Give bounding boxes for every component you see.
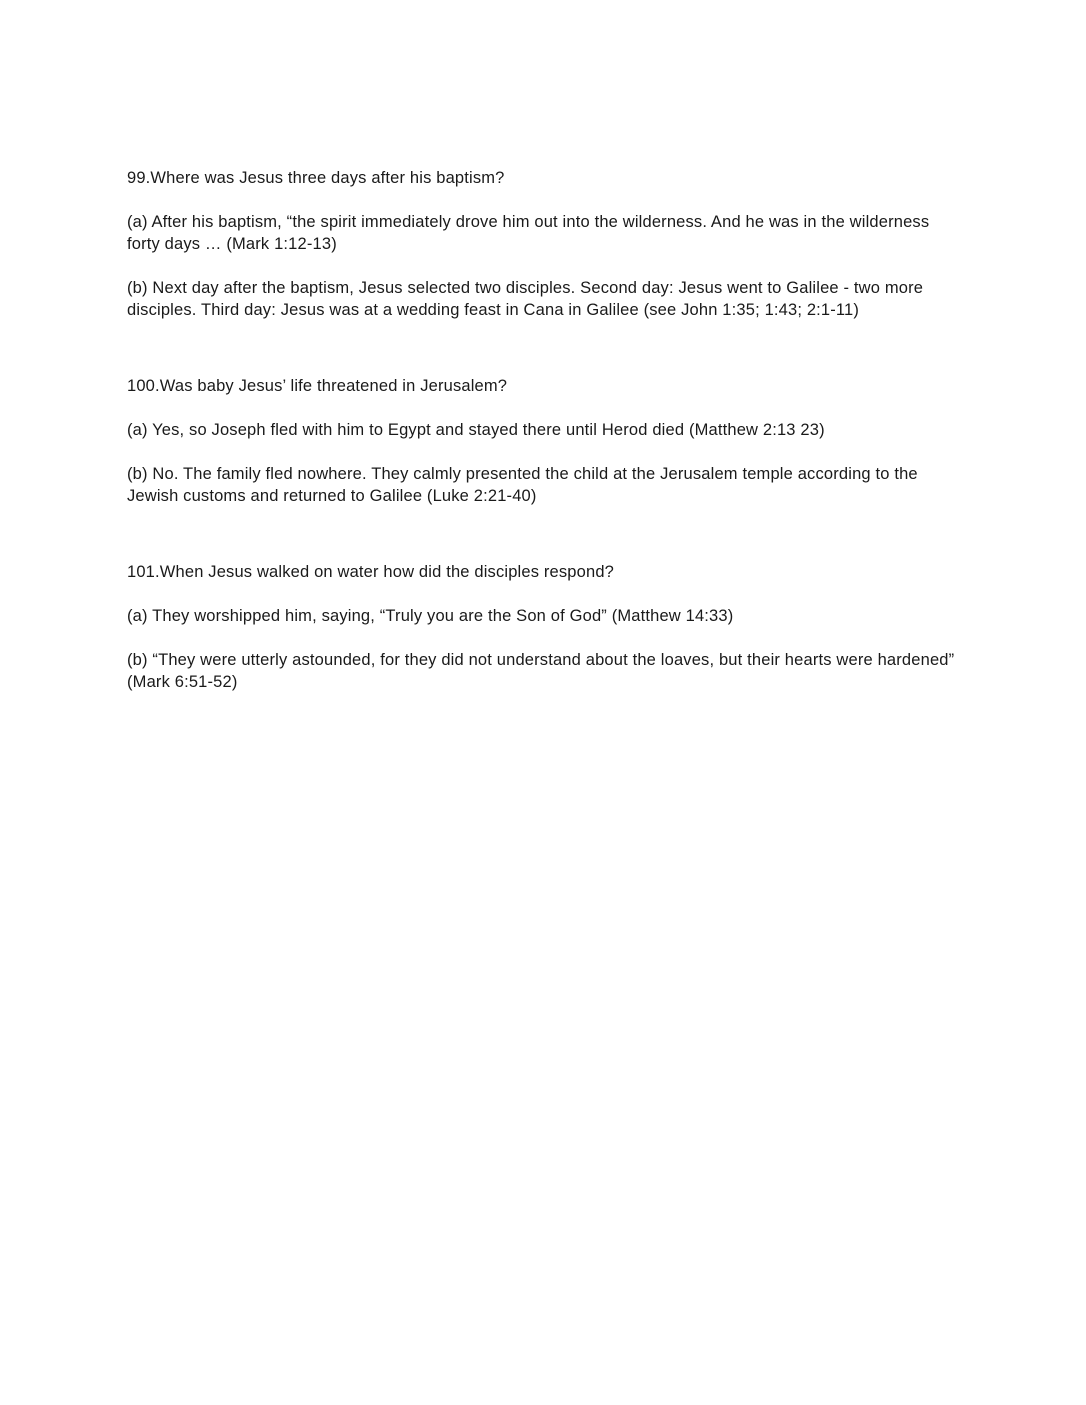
question-text-99: 99.Where was Jesus three days after his baptism? — [127, 169, 505, 187]
answer-b-100: (b) No. The family fled nowhere. They calmly presented the child at the Jerusalem temple according to the Jewish customs and returned to Galilee (Luke 2:21-40) — [127, 465, 923, 505]
document-body — [127, 167, 959, 693]
answer-a-99: (a) After his baptism, “the spirit immediately drove him out into the wilderness. And he was in the wilderness forty days … (Mark 1:12-13) — [127, 213, 935, 253]
qa-block-101 — [127, 561, 959, 693]
answer-b-101: (b) “They were utterly astounded, for they did not understand about the loaves, but their hearts were hardened” (Mark 6:51-52) — [127, 651, 960, 691]
question-text-101: 101.When Jesus walked on water how did the disciples respond? — [127, 563, 615, 581]
qa-block-100 — [127, 375, 959, 507]
answer-a-101: (a) They worshipped him, saying, “Truly you are the Son of God” (Matthew 14:33) — [127, 607, 734, 625]
qa-block-99 — [127, 167, 959, 321]
answer-b-99: (b) Next day after the baptism, Jesus selected two disciples. Second day: Jesus went to Galilee - two more disciples. Third day: Jesus was at a wedding feast in Cana in Galilee (see John 1:35; 1:43; 2:1-11) — [127, 279, 928, 319]
question-text-100: 100.Was baby Jesus’ life threatened in Jerusalem? — [127, 377, 508, 395]
answer-a-100: (a) Yes, so Joseph fled with him to Egypt and stayed there until Herod died (Matthew 2:13 23) — [127, 421, 825, 439]
